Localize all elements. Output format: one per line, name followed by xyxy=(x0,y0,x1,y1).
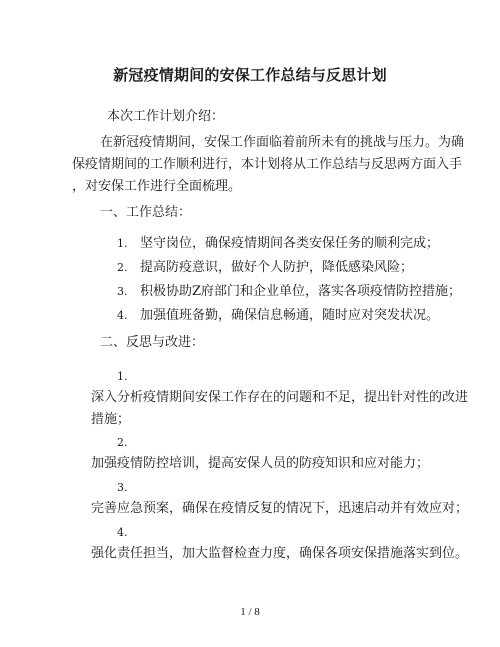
list-item-number: 4. xyxy=(117,309,128,322)
list-item-number: 3. xyxy=(117,285,128,298)
list-item: 积极协助Z府部门和企业单位，落实各项疫情防控措施； xyxy=(140,284,462,299)
list-item: 深入分析疫情期间安保工作存在的问题和不足，提出针对性的改进 xyxy=(91,390,469,405)
list-item: 提高防疫意识，做好个人防护，降低感染风险； xyxy=(140,260,414,275)
list-item-number: 2. xyxy=(117,261,128,274)
intro-line-3: ，对安保工作进行全面梳理。 xyxy=(72,179,242,194)
page-indicator: 1 / 8 xyxy=(240,606,260,618)
section2-heading: 二、反思与改进： xyxy=(100,335,205,350)
list-item: 坚守岗位，确保疫情期间各类安保任务的顺利完成； xyxy=(140,236,440,251)
list-item: 加强疫情防控培训，提高安保人员的防疫知识和应对能力； xyxy=(91,456,430,471)
section1-heading: 一、工作总结： xyxy=(100,205,192,220)
list-item: 完善应急预案，确保在疫情反复的情况下，迅速启动并有效应对； xyxy=(91,501,469,516)
list-item: 加强值班备勤，确保信息畅通，随时应对突发状况。 xyxy=(140,308,440,323)
list-item-number: 3. xyxy=(117,481,128,494)
list-item-continuation: 措施； xyxy=(91,412,131,427)
intro-heading: 本次工作计划介绍： xyxy=(107,109,225,124)
intro-line-1: 在新冠疫情期间，安保工作面临着前所未有的挑战与压力。为确 xyxy=(100,135,465,150)
intro-line-2: 保疫情期间的工作顺利进行，本计划将从工作总结与反思两方面入手 xyxy=(72,157,463,172)
list-item-number: 1. xyxy=(117,237,128,250)
list-item: 强化责任担当，加大监督检查力度，确保各项安保措施落实到位。 xyxy=(91,546,469,561)
list-item-number: 2. xyxy=(117,436,128,449)
list-item-number: 4. xyxy=(117,526,128,539)
list-item-number: 1. xyxy=(117,370,128,383)
page-title: 新冠疫情期间的安保工作总结与反思计划 xyxy=(113,66,387,84)
